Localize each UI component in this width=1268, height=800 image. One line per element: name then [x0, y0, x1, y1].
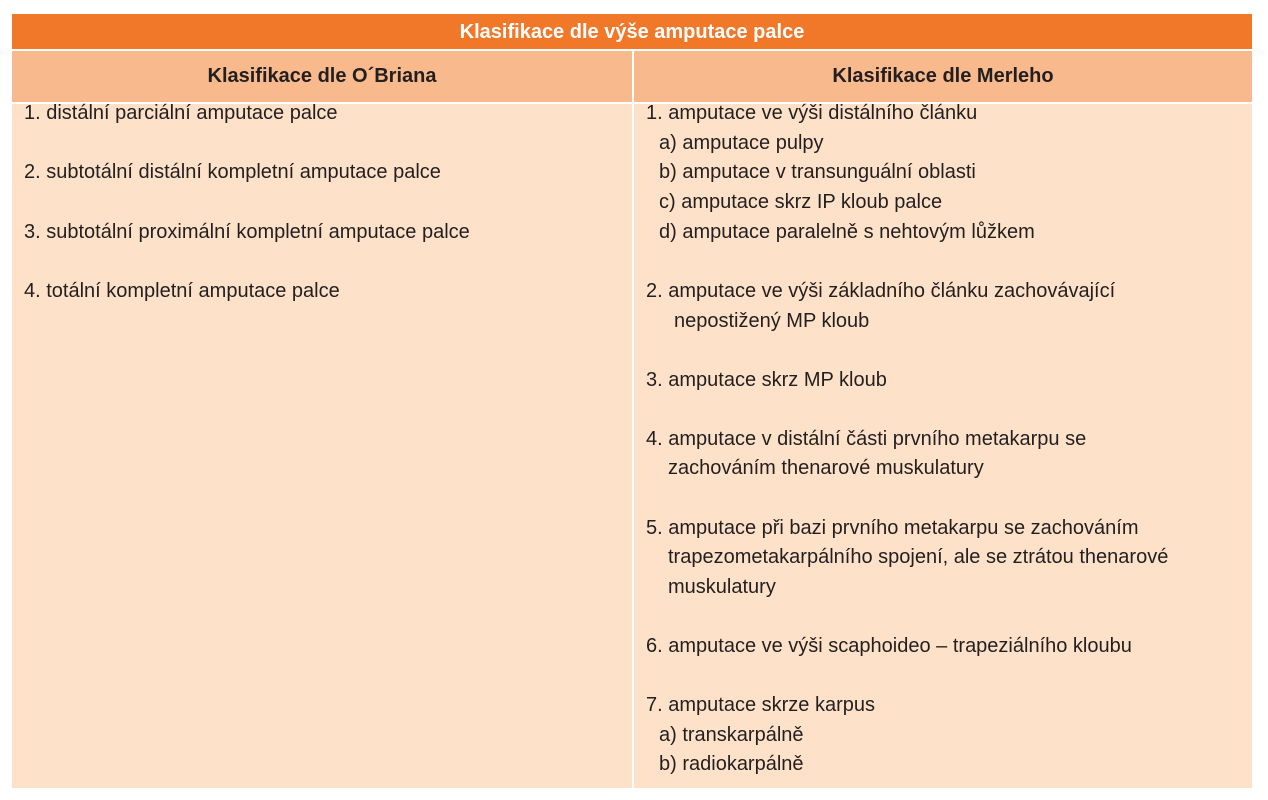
classification-table [12, 14, 1252, 788]
merle-item: 4. amputace v distální části prvního metakarpu se [646, 428, 1087, 450]
merle-item-continuation: trapezometakarpálního spojení, ale se ztrátou thenarové [668, 546, 1169, 568]
merle-item: 2. amputace ve výši základního článku zachovávající [646, 280, 1116, 302]
merle-item: 1. amputace ve výši distálního článku [646, 102, 978, 124]
column-header-obrien: Klasifikace dle O´Briana [207, 65, 437, 87]
obrien-item: 3. subtotální proximální kompletní amputace palce [24, 221, 470, 243]
table-header-row [12, 51, 1252, 104]
table-title: Klasifikace dle výše amputace palce [12, 14, 1252, 51]
merle-item: 7. amputace skrze karpus [646, 694, 875, 716]
column-divider [632, 104, 634, 788]
obrien-item: 1. distální parciální amputace palce [24, 102, 338, 124]
merle-subitem: c) amputace skrz IP kloub palce [659, 191, 943, 213]
merle-item: 5. amputace při bazi prvního metakarpu se zachováním [646, 517, 1139, 539]
merle-item-continuation: muskulatury [668, 576, 776, 598]
merle-subitem: a) transkarpálně [659, 724, 804, 746]
merle-subitem: d) amputace paralelně s nehtovým lůžkem [659, 221, 1035, 243]
merle-item: 3. amputace skrz MP kloub [646, 369, 887, 391]
merle-item-continuation: nepostižený MP kloub [674, 310, 870, 332]
merle-subitem: b) radiokarpálně [659, 753, 804, 775]
column-header-merle: Klasifikace dle Merleho [832, 65, 1054, 87]
merle-subitem: a) amputace pulpy [659, 132, 824, 154]
obrien-item: 2. subtotální distální kompletní amputace palce [24, 161, 441, 183]
merle-item: 6. amputace ve výši scaphoideo – trapeziálního kloubu [646, 635, 1132, 657]
obrien-item: 4. totální kompletní amputace palce [24, 280, 340, 302]
merle-item-continuation: zachováním thenarové muskulatury [668, 457, 984, 479]
merle-subitem: b) amputace v transunguální oblasti [659, 161, 976, 183]
